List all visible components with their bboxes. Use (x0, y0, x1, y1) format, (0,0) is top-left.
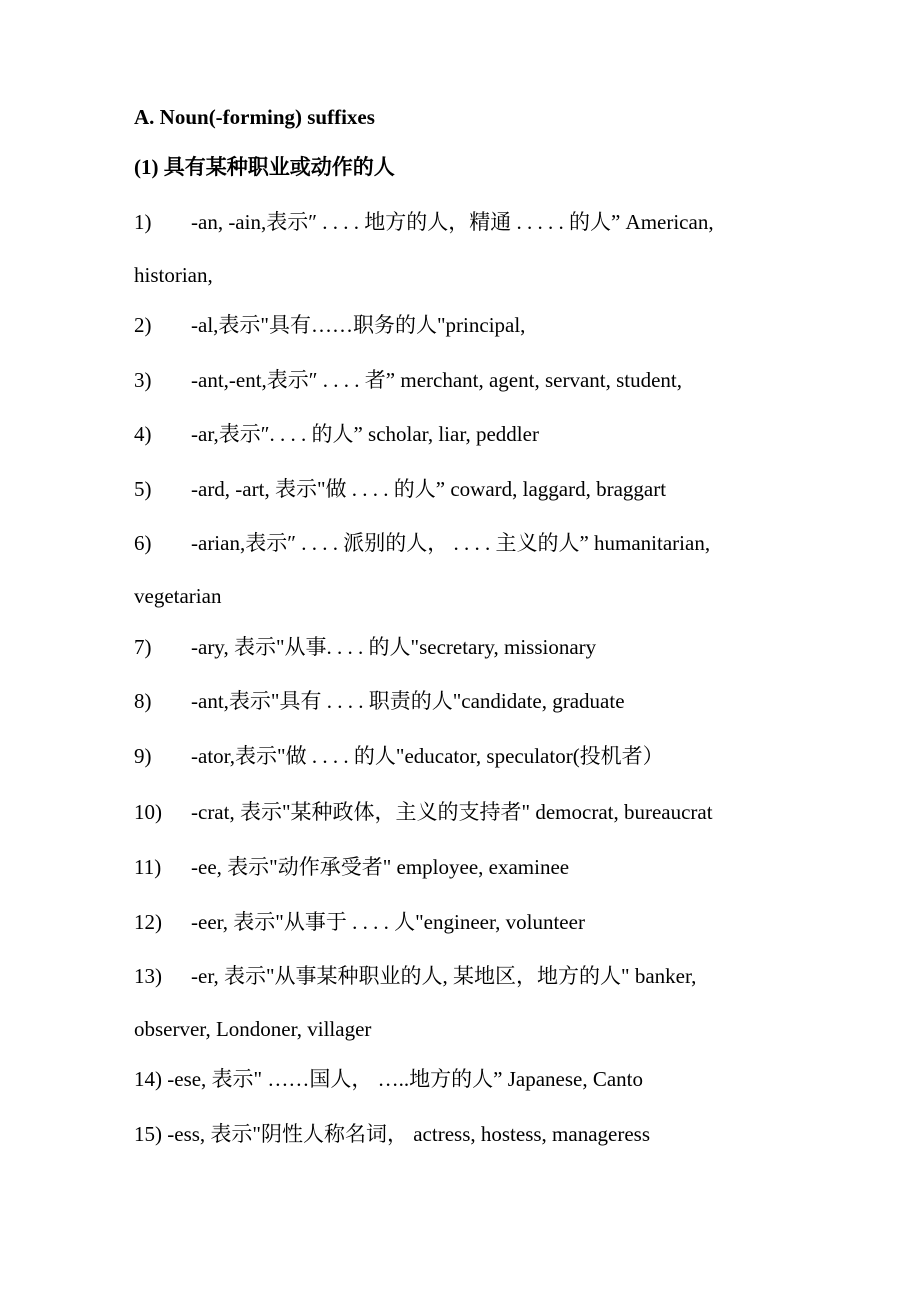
entry-number: 13) (134, 964, 162, 988)
entry-number: 1) (134, 210, 152, 234)
entry-text: -ant,-ent,表示″ . . . . 者” merchant, agent, servant, student, (191, 368, 683, 392)
entry-number: 2) (134, 313, 152, 337)
entry-text: -eer, 表示"从事于 . . . . 人"engineer, volunteer (191, 910, 585, 934)
section-title: A. Noun(-forming) suffixes (134, 105, 375, 129)
entry-7 (134, 634, 596, 660)
entry-text: -ess, 表示"阴性人称名词， actress, hostess, manageress (167, 1122, 650, 1146)
entry-8 (134, 688, 625, 714)
entry-text: -ese, 表示" ……国人， …..地方的人” Japanese, Canto (167, 1067, 643, 1091)
entry-10 (134, 799, 713, 825)
entry-number: 14) (134, 1067, 162, 1091)
entry-1-continuation: historian, (134, 263, 213, 287)
entry-4 (134, 421, 539, 447)
entry-number: 15) (134, 1122, 162, 1146)
entry-6 (134, 530, 710, 556)
entry-text: -arian,表示″ . . . . 派别的人， . . . . 主义的人” humanitarian, (191, 531, 711, 555)
entry-2 (134, 312, 525, 338)
entry-5 (134, 476, 666, 502)
entry-number: 12) (134, 910, 162, 934)
subsection-title: (1) 具有某种职业或动作的人 (134, 155, 395, 179)
entry-6-continuation: vegetarian (134, 584, 222, 608)
entry-number: 5) (134, 477, 152, 501)
entry-number: 3) (134, 368, 152, 392)
entry-9 (134, 743, 664, 769)
entry-text: -er, 表示"从事某种职业的人, 某地区，地方的人" banker, (191, 964, 697, 988)
entry-number: 8) (134, 689, 152, 713)
entry-number: 4) (134, 422, 152, 446)
entry-13-continuation: observer, Londoner, villager (134, 1017, 372, 1041)
entry-3 (134, 367, 682, 393)
entry-13 (134, 963, 696, 989)
entry-text: -ator,表示"做 . . . . 的人"educator, speculator(投机者） (191, 744, 664, 768)
entry-text: -ee, 表示"动作承受者" employee, examinee (191, 855, 570, 879)
entry-number: 9) (134, 744, 152, 768)
entry-15 (134, 1121, 650, 1147)
entry-1 (134, 209, 714, 235)
entry-number: 10) (134, 800, 162, 824)
entry-text: -ary, 表示"从事. . . . 的人"secretary, missionary (191, 635, 597, 659)
entry-text: -crat, 表示"某种政体，主义的支持者" democrat, bureaucrat (191, 800, 713, 824)
entry-number: 6) (134, 531, 152, 555)
entry-text: -al,表示"具有……职务的人"principal, (191, 313, 526, 337)
entry-number: 7) (134, 635, 152, 659)
entry-14 (134, 1066, 643, 1092)
entry-text: -ant,表示"具有 . . . . 职责的人"candidate, graduate (191, 689, 625, 713)
entry-11 (134, 854, 569, 880)
entry-text: -ar,表示″. . . . 的人” scholar, liar, peddler (191, 422, 539, 446)
entry-text: -an, -ain,表示″ . . . . 地方的人，精通 . . . . . 的人” American, (191, 210, 714, 234)
entry-text: -ard, -art, 表示"做 . . . . 的人” coward, laggard, braggart (191, 477, 667, 501)
entry-12 (134, 909, 585, 935)
entry-number: 11) (134, 855, 162, 879)
